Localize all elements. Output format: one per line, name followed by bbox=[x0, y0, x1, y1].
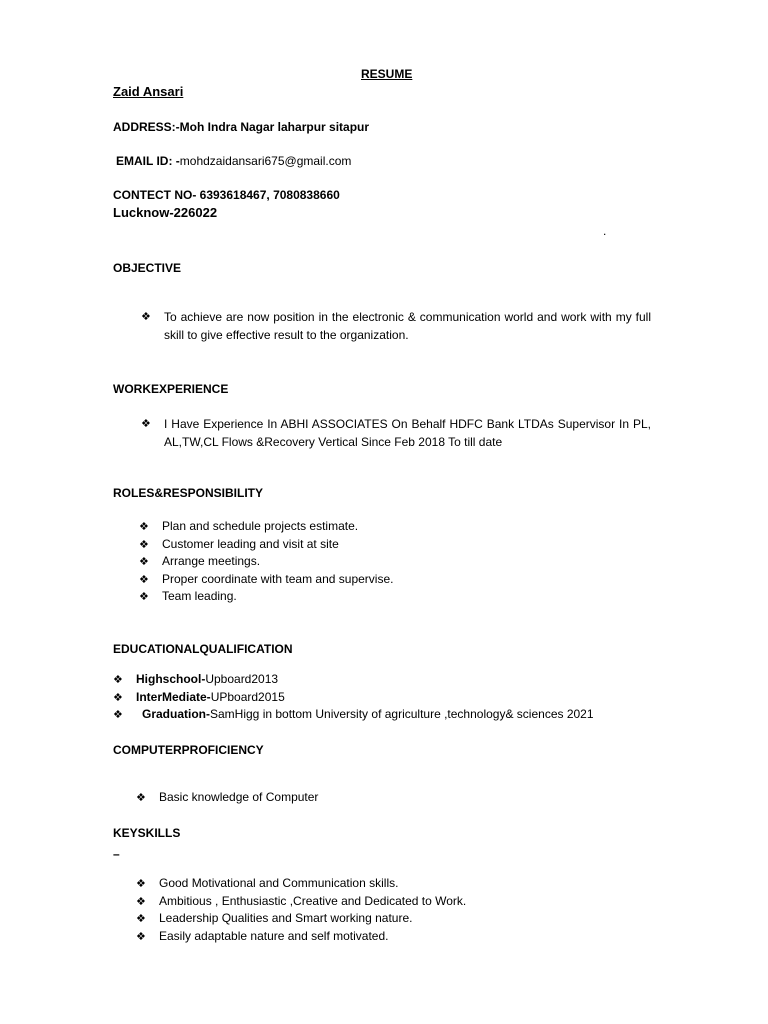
diamond-bullet-icon: ❖ bbox=[141, 310, 151, 323]
diamond-bullet-icon: ❖ bbox=[136, 877, 146, 890]
work-experience-heading: WORKEXPERIENCE bbox=[113, 382, 229, 396]
phone-line: CONTECT NO- 6393618467, 7080838660 bbox=[113, 188, 340, 202]
list-item: ❖ InterMediate-UPboard2015 bbox=[113, 689, 594, 707]
diamond-bullet-icon: ❖ bbox=[136, 894, 146, 908]
work-experience-text-block bbox=[141, 415, 651, 451]
diamond-bullet-icon: ❖ bbox=[139, 590, 149, 603]
diamond-bullet-icon: ❖ bbox=[136, 791, 146, 804]
diamond-bullet-icon: ❖ bbox=[139, 555, 149, 568]
roles-list bbox=[139, 518, 393, 606]
key-skills-heading: KEYSKILLS bbox=[113, 826, 181, 840]
computer-heading: COMPUTERPROFICIENCY bbox=[113, 743, 264, 757]
diamond-bullet-icon: ❖ bbox=[113, 690, 123, 704]
computer-list bbox=[136, 789, 318, 807]
list-item: ❖ Arrange meetings. bbox=[139, 553, 393, 571]
list-item: ❖ Ambitious , Enthusiastic ,Creative and Dedicated to Work. bbox=[136, 893, 466, 911]
document-title: RESUME bbox=[361, 67, 413, 81]
email-label: EMAIL ID: - bbox=[116, 154, 180, 168]
diamond-bullet-icon: ❖ bbox=[139, 537, 149, 551]
education-list bbox=[113, 671, 594, 724]
list-item: ❖ Team leading. bbox=[139, 588, 393, 606]
list-item: ❖ Graduation-SamHigg in bottom University of agriculture ,technology& sciences 2021 bbox=[113, 706, 594, 724]
objective-text-block bbox=[141, 308, 651, 344]
key-skills-list bbox=[136, 875, 466, 945]
address-line: ADDRESS:-Moh Indra Nagar laharpur sitapur bbox=[113, 120, 370, 134]
stray-mark: . bbox=[603, 224, 607, 238]
list-item: ❖ Plan and schedule projects estimate. bbox=[139, 518, 393, 536]
key-skills-dash: – bbox=[113, 847, 120, 861]
diamond-bullet-icon: ❖ bbox=[136, 912, 146, 925]
list-item: ❖ Basic knowledge of Computer bbox=[136, 789, 318, 807]
objective-heading: OBJECTIVE bbox=[113, 261, 182, 275]
list-item: ❖ Customer leading and visit at site bbox=[139, 536, 393, 554]
list-item: ❖ Proper coordinate with team and supervise. bbox=[139, 571, 393, 589]
list-item: ❖ Easily adaptable nature and self motivated. bbox=[136, 928, 466, 946]
objective-text: To achieve are now position in the electronic & communication world and work with my full skill to give effective result to the organization. bbox=[164, 310, 651, 342]
city-line: Lucknow-226022 bbox=[113, 205, 218, 220]
diamond-bullet-icon: ❖ bbox=[139, 520, 149, 533]
list-item: ❖ Leadership Qualities and Smart working nature. bbox=[136, 910, 466, 928]
email-value: mohdzaidansari675@gmail.com bbox=[179, 154, 352, 168]
roles-heading: ROLES&RESPONSIBILITY bbox=[113, 486, 264, 500]
email-line bbox=[116, 154, 351, 168]
diamond-bullet-icon: ❖ bbox=[141, 417, 151, 430]
list-item: ❖ Highschool-Upboard2013 bbox=[113, 671, 594, 689]
list-item: ❖ Good Motivational and Communication skills. bbox=[136, 875, 466, 893]
diamond-bullet-icon: ❖ bbox=[113, 708, 123, 721]
diamond-bullet-icon: ❖ bbox=[139, 572, 149, 586]
candidate-name: Zaid Ansari bbox=[113, 84, 184, 99]
diamond-bullet-icon: ❖ bbox=[113, 673, 123, 686]
education-heading: EDUCATIONALQUALIFICATION bbox=[113, 642, 293, 656]
diamond-bullet-icon: ❖ bbox=[136, 929, 146, 943]
work-experience-text: I Have Experience In ABHI ASSOCIATES On Behalf HDFC Bank LTDAs Supervisor In PL, AL,TW,CL Flows &Recovery Vertical Since Feb 2018 To till date bbox=[164, 417, 651, 449]
